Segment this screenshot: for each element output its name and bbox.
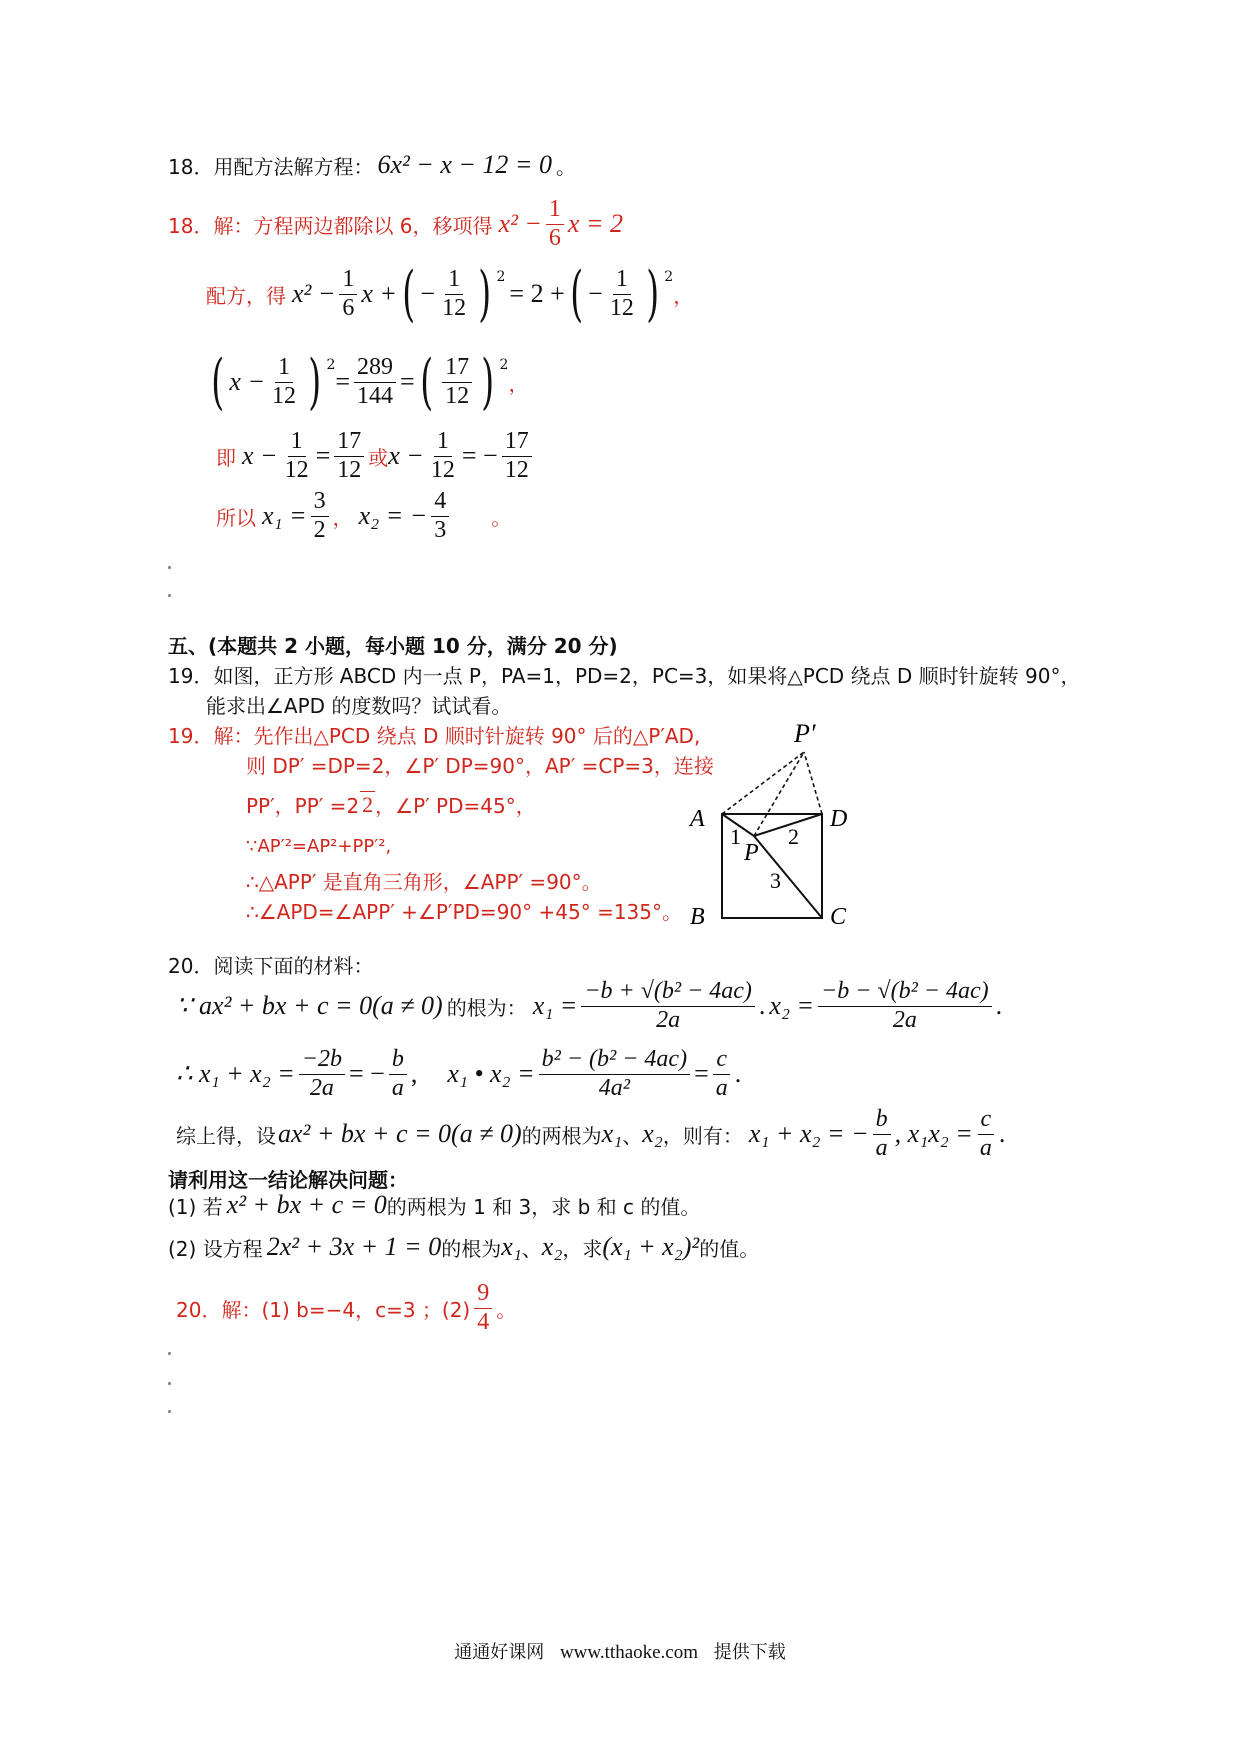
s18-line1: 18．解：方程两边都除以 6，移项得 x² − $\frac{1}{6}$ x = 2 [168, 196, 624, 251]
footer-url: www.tthaoke.com [559, 1642, 699, 1663]
fraction: $\frac{b}{a}$ [873, 1106, 891, 1162]
dot-mark [168, 1382, 171, 1385]
q20-problem-2: (2) 设方程 2x² + 3x + 1 = 0 的根为 x₁ 、 x₂ ，求 (x₁ + x₂)² 的值。 [168, 1232, 760, 1261]
q20-problem-1: (1) 若 x² + bx + c = 0 的两根为 1 和 3，求 b 和 c 的值。 [168, 1190, 701, 1219]
footer-site-name: 通通好课网 [454, 1642, 545, 1663]
s19-line2: 则 DP′ =DP=2，∠P′ DP=90°，AP′ =CP=3，连接 [246, 754, 714, 778]
q20-material-2: ∴ x₁ + x₂ = $\frac{-2b}{2a}$ = − $\frac{b}{a}$ , x₁ • x₂ = $\frac{\text{b² − (b² − 4ac)}}{\text{4a²}}$ = $\frac{c}{a}$ . [176, 1046, 742, 1101]
s19-line4: ∵AP′²=AP²+PP′², [246, 836, 392, 857]
label-segment-3: 3 [770, 868, 781, 893]
q20-intro: 20．阅读下面的材料： [168, 954, 374, 978]
page-footer [0, 1638, 1240, 1664]
dot-mark [168, 1410, 171, 1413]
fraction: $\frac{c}{a}$ [713, 1046, 731, 1102]
dot-mark [168, 594, 171, 597]
fraction: $\frac{1}{12}$ [430, 428, 455, 483]
label-angle-1: 1 [730, 824, 741, 849]
fraction: $\frac{c}{a}$ [977, 1106, 995, 1162]
label-c: C [830, 904, 847, 930]
label-p-prime: P′ [794, 719, 816, 748]
s20-answer: 20．解：(1) b=−4，c=3 ；(2) $\frac{9}{4}$ 。 [176, 1280, 517, 1335]
fraction: $\frac{1}{12}$ [284, 428, 309, 483]
fraction: $\frac{1}{6}$ [339, 266, 357, 322]
fraction: $\frac{-2b}{2a}$ [299, 1046, 345, 1102]
s19-line1: 19．解：先作出△PCD 绕点 D 顺时针旋转 90° 后的△P′AD, [168, 724, 701, 748]
s18-line3: ( x − $\frac{1}{12}$ ) 2 = $\frac{289}{144}$ = ( $\frac{17}{12}$ ) 2 ， [211, 347, 529, 417]
label-b: B [690, 904, 705, 930]
q20-instruction: 请利用这一结论解决问题： [168, 1168, 408, 1192]
q18-statement: 18． 用配方法解方程： 6x² − x − 12 = 0 。 [168, 150, 576, 179]
q20-material-3: 综上得，设 ax² + bx + c = 0(a ≠ 0) 的两根为 x₁ 、 x₂ ，则有： x₁ + x₂ = − $\frac{b}{a}$ , x₁x₂ = $\frac{c}{a}$ . [176, 1106, 1006, 1161]
s19-line3: PP′，PP′ =2 2 ，∠P′ PD=45°， [246, 792, 536, 818]
label-segment-2: 2 [788, 824, 799, 849]
label-p: P [744, 840, 759, 866]
fraction: $\frac{3}{2}$ [311, 488, 329, 544]
fraction: $\frac{\text{−b − √(b² − 4ac)}}{2a}$ [818, 978, 992, 1034]
fraction: $\frac{17}{12}$ [502, 428, 532, 484]
s18-line2: 配方，得 x² − $\frac{1}{6}$ x + ( − $\frac{1}{12}$ ) 2 = 2 + ( − $\frac{1}{12}$ ) 2 ， [206, 259, 694, 329]
fraction: $\frac{\text{b² − (b² − 4ac)}}{\text{4a²}}$ [539, 1046, 690, 1102]
fraction: $\frac{289}{144}$ [354, 354, 396, 410]
label-d: D [830, 806, 848, 832]
s18-line5: 所以 x₁ = $\frac{3}{2}$ ， x₂ = − $\frac{4}{3}$ 。 [216, 488, 512, 543]
square-figure [680, 712, 880, 942]
fraction: $\frac{17}{12}$ [442, 354, 472, 410]
s19-line5: ∴△APP′ 是直角三角形，∠APP′ =90°。 [246, 870, 602, 894]
footer-download-note: 提供下载 [713, 1642, 786, 1663]
fraction: $\frac{1}{12}$ [272, 353, 297, 409]
q19-line2: 能求出∠APD 的度数吗？试试看。 [206, 694, 512, 718]
fraction: $\frac{17}{12}$ [334, 428, 364, 484]
fraction: $\frac{1}{6}$ [546, 196, 564, 252]
s19-line6: ∴∠APD=∠APP′ +∠P′PD=90° +45° =135°。 [246, 900, 682, 924]
section-title: 五、(本题共 2 小题，每小题 10 分，满分 20 分) [168, 634, 618, 658]
fraction: $\frac{\text{−b + √(b² − 4ac)}}{2a}$ [581, 978, 755, 1034]
label-a: A [690, 806, 705, 832]
fraction: $\frac{b}{a}$ [389, 1046, 407, 1102]
q19-line1: 19．如图，正方形 ABCD 内一点 P，PA=1，PD=2，PC=3，如果将△PCD 绕点 D 顺时针旋转 90°， [168, 664, 1081, 688]
dot-mark [168, 1352, 171, 1355]
s18-line4: 即 x − $\frac{1}{12}$ = $\frac{17}{12}$ 或 x − $\frac{1}{12}$ = − $\frac{17}{12}$ [216, 428, 536, 484]
fraction: $\frac{1}{12}$ [442, 265, 467, 321]
dot-mark [168, 566, 171, 569]
fraction: $\frac{1}{12}$ [609, 265, 634, 321]
fraction: $\frac{9}{4}$ [474, 1280, 492, 1336]
fraction: $\frac{4}{3}$ [431, 488, 449, 544]
q20-material-1: ∵ ax² + bx + c = 0(a ≠ 0) 的根为： x₁ = $\frac{\text{−b + √(b² − 4ac)}}{2a}$ . x₂ = $\frac{\text{−b − √(b² − 4ac)}}{2a}$ . [176, 978, 1003, 1033]
